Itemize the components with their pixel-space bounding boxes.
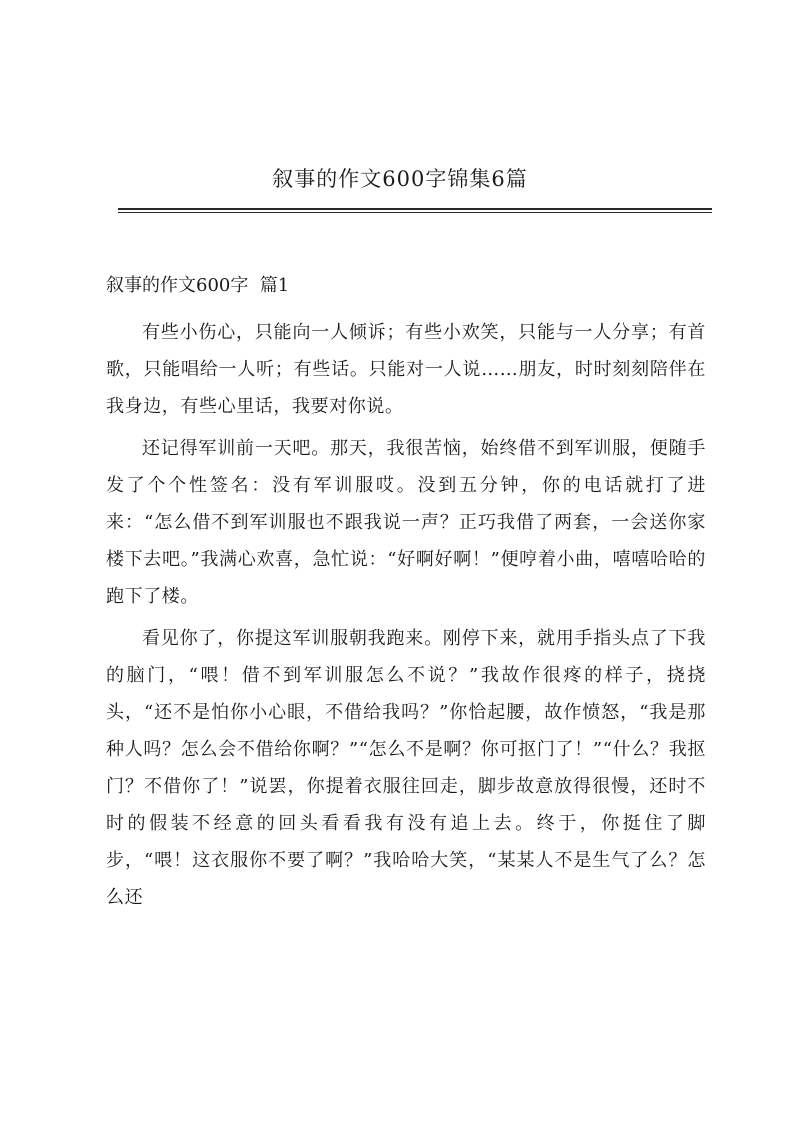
paragraph-3: 看见你了，你提这军训服朝我跑来。刚停下来，就用手指头点了下我的脑门，“喂！借不到军训服怎么不说？”我故作很疼的样子，挠挠头，“还不是怕你小心眼，不借给我吗？”你恰起腰，故作愤怒，“我是那种人吗？怎么会不借给你啊？”“怎么不是啊？你可抠门了！”“什么？我抠门？不借你了！”说罢，你提着衣服往回走，脚步故意放得很慢，还时不时的假装不经意的回头看看我有没有追上去。终于，你挺住了脚步，“喂！这衣服你不要了啊？”我哈哈大笑，“某某人不是生气了么？怎么还 [106,628,706,908]
paragraph-1: 有些小伤心，只能向一人倾诉；有些小欢笑，只能与一人分享；有首歌，只能唱给一人听；有些话。只能对一人说……朋友，时时刻刻陪伴在我身边，有些心里话，我要对你说。 [106,322,706,417]
article-body [106,314,706,921]
section-heading: 叙事的作文600字 篇1 [106,275,290,296]
paragraph-2: 还记得军训前一天吧。那天，我很苦恼，始终借不到军训服，便随手发了个个性签名：没有军训服哎。没到五分钟，你的电话就打了进来：“怎么借不到军训服也不跟我说一声？正巧我借了两套，一会送你家楼下去吧。”我满心欢喜，急忙说：“好啊好啊！”便哼着小曲，嘻嘻哈哈的跑下了楼。 [106,438,706,607]
document-title: 叙事的作文600字锦集6篇 [272,167,528,191]
title-divider [118,208,712,213]
